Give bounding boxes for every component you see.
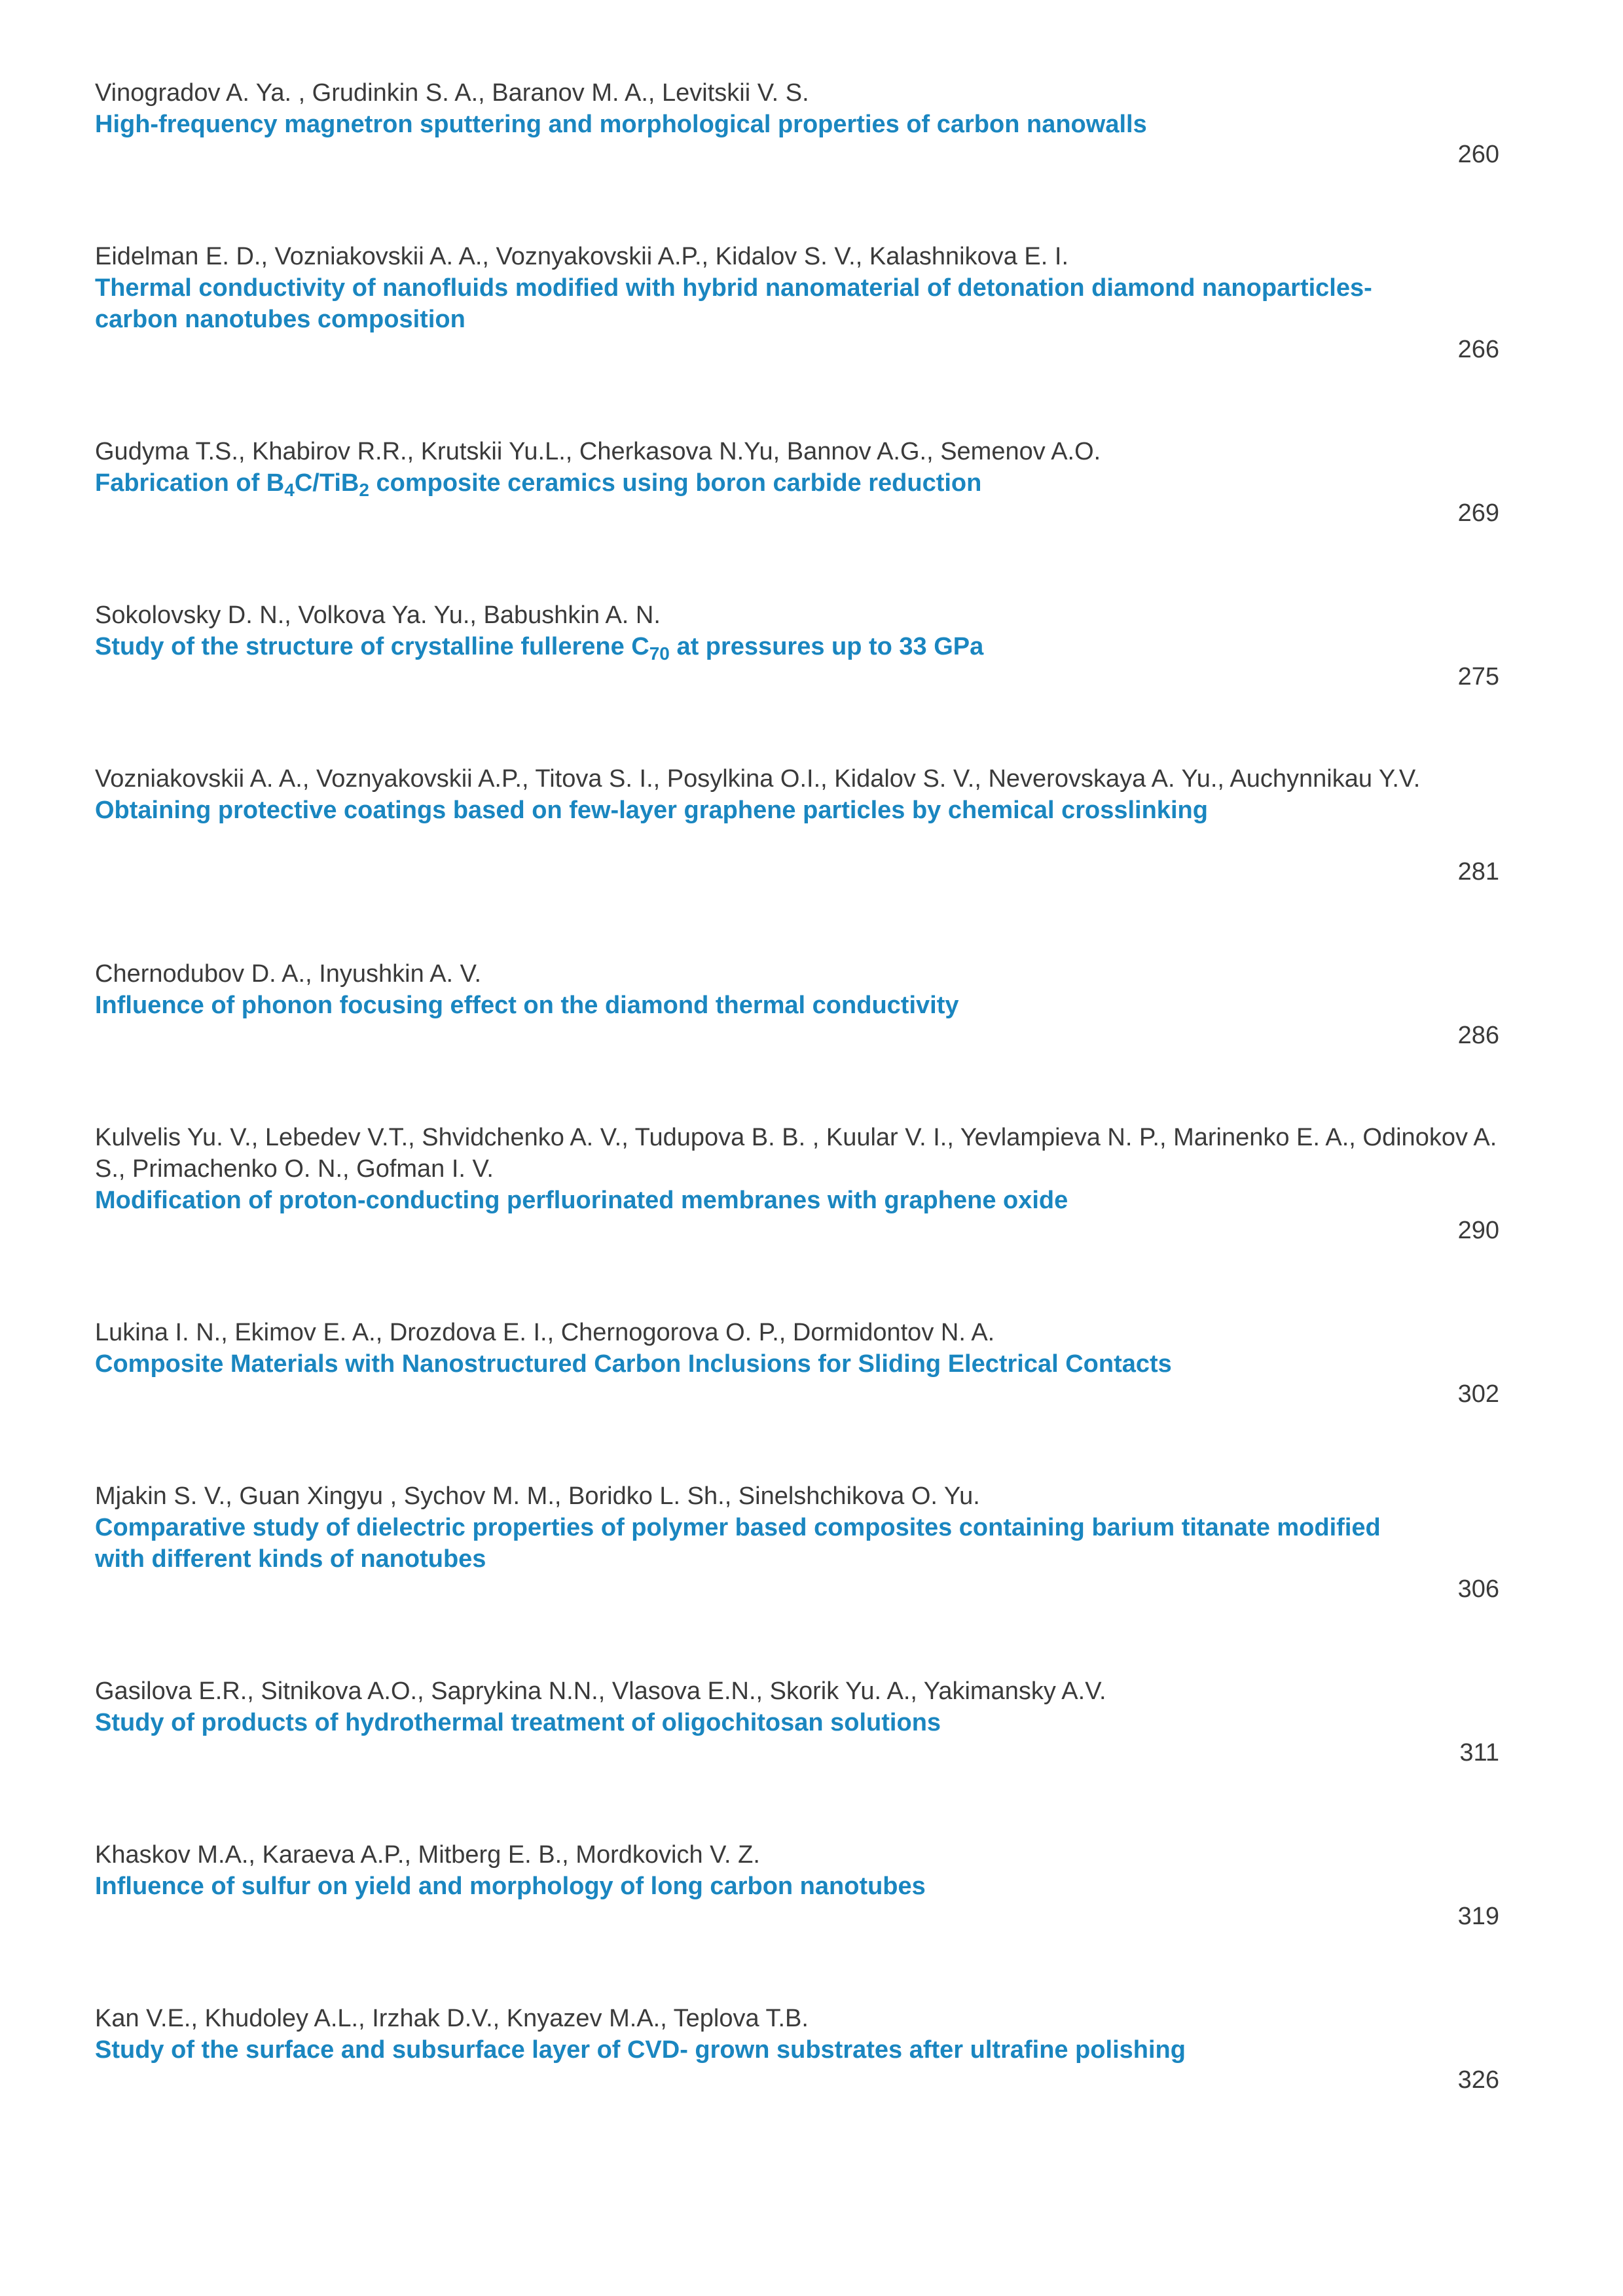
title-text: Fabrication of B [95, 469, 285, 497]
entry-page-number: 260 [1457, 141, 1499, 168]
entry-authors: Kulvelis Yu. V., Lebedev V.T., Shvidchenko A. V., Tudupova B. B. , Kuular V. I., Yevlampieva N. P., Marinenko E. A., Odinokov A. S., Primachenko O. N., Gofman I. V. [95, 1124, 1497, 1183]
entry-page-number: 326 [1457, 2066, 1499, 2094]
toc-entry [95, 77, 1489, 140]
entry-authors: Gasilova E.R., Sitnikova A.O., Saprykina N.N., Vlasova E.N., Skorik Yu. A., Yakimansky A.V. [95, 1677, 1106, 1705]
entry-title-link[interactable]: High-frequency magnetron sputtering and morphological properties of carbon nanowalls [95, 111, 1147, 138]
toc-entry [95, 1317, 1489, 1380]
title-text: C/TiB [294, 469, 359, 497]
entry-title-link[interactable]: Modification of proton-conducting perfluorinated membranes with graphene oxide [95, 1187, 1068, 1214]
entry-title-link[interactable] [95, 467, 1431, 499]
entry-title-link[interactable]: Comparative study of dielectric properties of polymer based composites containing barium titanate modified with different kinds of nanotubes [95, 1514, 1381, 1573]
entry-authors: Khaskov M.A., Karaeva A.P., Mitberg E. B., Mordkovich V. Z. [95, 1841, 760, 1869]
entry-title-link[interactable] [95, 631, 1431, 662]
entry-authors: Chernodubov D. A., Inyushkin A. V. [95, 960, 482, 988]
toc-entry [95, 1839, 1489, 1902]
toc-entry [95, 2003, 1489, 2066]
entry-page-number: 302 [1457, 1380, 1499, 1408]
toc-entry [95, 600, 1489, 662]
entry-authors: Sokolovsky D. N., Volkova Ya. Yu., Babushkin A. N. [95, 601, 661, 629]
entry-title-link[interactable]: Influence of sulfur on yield and morphology of long carbon nanotubes [95, 1873, 926, 1900]
entry-page-number: 311 [1459, 1739, 1499, 1767]
toc-entry [95, 1122, 1497, 1216]
entry-title-link[interactable]: Thermal conductivity of nanofluids modified with hybrid nanomaterial of detonation diamond nanoparticles-carbon nanotubes composition [95, 274, 1372, 333]
entry-authors: Gudyma T.S., Khabirov R.R., Krutskii Yu.L., Cherkasova N.Yu, Bannov A.G., Semenov A.O. [95, 438, 1101, 465]
entry-page-number: 306 [1457, 1575, 1499, 1603]
entry-page-number: 281 [1457, 858, 1499, 886]
title-subscript: 2 [359, 480, 369, 500]
entry-page-number: 266 [1457, 336, 1499, 363]
entry-title-link[interactable]: Composite Materials with Nanostructured Carbon Inclusions for Sliding Electrical Contacts [95, 1350, 1172, 1378]
entry-title-link[interactable]: Obtaining protective coatings based on few-layer graphene particles by chemical crosslinking [95, 797, 1208, 824]
title-subscript: 4 [284, 480, 295, 500]
toc-entry [95, 958, 1489, 1021]
entry-authors: Kan V.E., Khudoley A.L., Irzhak D.V., Knyazev M.A., Teplova T.B. [95, 2005, 809, 2032]
toc-entry [95, 241, 1489, 335]
entry-page-number: 269 [1457, 499, 1499, 527]
toc-entry [95, 1676, 1489, 1738]
entry-title-link[interactable]: Study of the surface and subsurface layer of CVD- grown substrates after ultrafine polishing [95, 2036, 1186, 2064]
title-text: at pressures up to 33 GPa [669, 633, 984, 660]
title-text: composite ceramics using boron carbide reduction [369, 469, 982, 497]
entry-authors: Lukina I. N., Ekimov E. A., Drozdova E. I., Chernogorova O. P., Dormidontov N. A. [95, 1319, 995, 1346]
entry-page-number: 286 [1457, 1022, 1499, 1049]
toc-entry [95, 1480, 1489, 1575]
title-subscript: 70 [649, 643, 670, 664]
toc-entry [95, 763, 1489, 826]
entry-page-number: 275 [1457, 663, 1499, 691]
entry-title-link[interactable]: Influence of phonon focusing effect on the diamond thermal conductivity [95, 992, 959, 1019]
entry-authors: Mjakin S. V., Guan Xingyu , Sychov M. M., Boridko L. Sh., Sinelshchikova O. Yu. [95, 1482, 980, 1510]
entry-page-number: 319 [1457, 1903, 1499, 1930]
entry-page-number: 290 [1457, 1217, 1499, 1244]
entry-authors: Vozniakovskii A. A., Voznyakovskii A.P., Titova S. I., Posylkina O.I., Kidalov S. V., Neverovskaya A. Yu., Auchynnikau Y.V. [95, 765, 1421, 793]
entry-title-link[interactable]: Study of products of hydrothermal treatment of oligochitosan solutions [95, 1709, 941, 1736]
entry-authors: Eidelman E. D., Vozniakovskii A. A., Voznyakovskii A.P., Kidalov S. V., Kalashnikova E. I. [95, 243, 1069, 270]
title-text: Study of the structure of crystalline fullerene C [95, 633, 649, 660]
entry-authors: Vinogradov A. Ya. , Grudinkin S. A., Baranov M. A., Levitskii V. S. [95, 79, 809, 107]
toc-entry [95, 436, 1489, 499]
